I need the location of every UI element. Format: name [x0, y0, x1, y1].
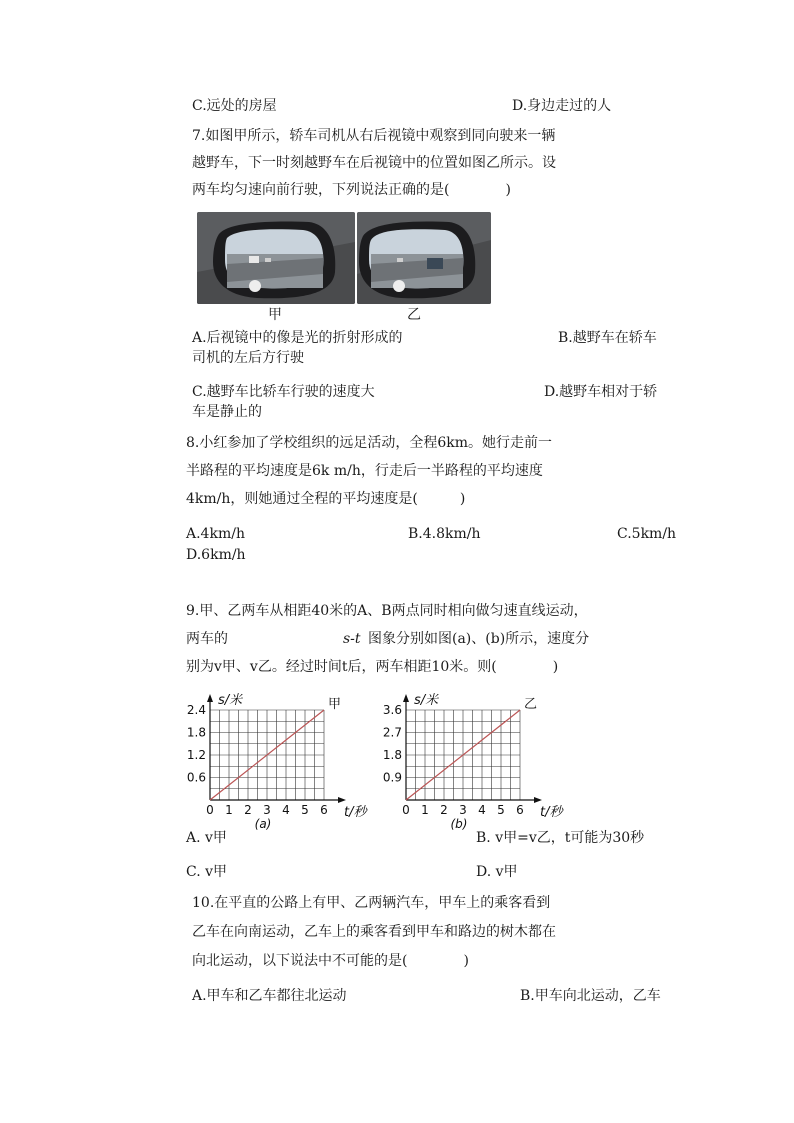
chart-caption: (b) — [450, 817, 468, 830]
q8-option-c: C.5km/h — [617, 526, 677, 542]
y-axis-arrow — [207, 694, 213, 702]
x-tick-label: 2 — [440, 803, 448, 817]
mirror-photo-left — [197, 212, 355, 304]
q9-stem-line-1: 9.甲、乙两车从相距40米的A、B两点同时相向做匀速直线运动， — [186, 603, 588, 619]
q9-stem-line-3: 别为v甲、v乙。经过时间t后，两车相距10米。则( ) — [186, 659, 559, 675]
x-tick-label: 0 — [206, 803, 214, 817]
y-tick-label: 0.9 — [382, 770, 402, 785]
y-tick-label: 1.8 — [186, 725, 206, 740]
y-tick-label: 1.8 — [382, 748, 402, 762]
q7-stem-line-1: 7.如图甲所示，轿车司机从右后视镜中观察到同向驶来一辆 — [192, 128, 556, 144]
q10-stem-line-3: 向北运动，以下说法中不可能的是( ) — [192, 953, 469, 969]
y-tick-label: 2.7 — [382, 725, 402, 740]
series-label: 乙 — [524, 697, 538, 712]
q6-option-d: D.身边走过的人 — [512, 98, 612, 114]
x-tick-label: 1 — [421, 803, 429, 817]
q9-option-a: A. v甲 — [186, 830, 227, 846]
q7-option-b-cont: 司机的左后方行驶 — [192, 350, 304, 366]
q9-option-c: C. v甲 — [186, 864, 228, 880]
x-tick-label: 2 — [244, 803, 252, 817]
x-tick-label: 0 — [402, 803, 410, 817]
x-tick-label: 4 — [282, 803, 290, 817]
q10-stem-line-1: 10.在平直的公路上有甲、乙两辆汽车，甲车上的乘客看到 — [192, 895, 551, 911]
q7-option-a: A.后视镜中的像是光的折射形成的 — [192, 330, 403, 346]
x-tick-label: 6 — [516, 803, 524, 817]
q9-stem-line-2c: 图象分别如图(a)、(b)所示，速度分 — [368, 631, 590, 647]
q6-option-c: C.远处的房屋 — [192, 98, 277, 114]
q8-stem-line-3: 4km/h，则她通过全程的平均速度是( ) — [186, 491, 466, 507]
q9-stem-line-2a: 两车的 — [186, 631, 228, 647]
q7-option-c: C.越野车比轿车行驶的速度大 — [192, 384, 375, 400]
y-axis-label: s/米 — [414, 693, 439, 708]
figure-caption-jia: 甲 — [268, 307, 282, 323]
q10-stem-line-2: 乙车在向南运动，乙车上的乘客看到甲车和路边的树木都在 — [192, 924, 556, 940]
q7-stem-line-3: 两车均匀速向前行驶，下列说法正确的是( ) — [192, 182, 511, 198]
y-tick-label: 1.2 — [186, 748, 206, 762]
y-axis-label: s/米 — [218, 693, 243, 708]
x-tick-label: 6 — [320, 803, 328, 817]
x-tick-label: 3 — [459, 803, 467, 817]
q8-option-a: A.4km/h — [186, 526, 245, 542]
x-axis-label: t/秒 — [540, 805, 563, 820]
x-tick-label: 3 — [263, 803, 271, 817]
q10-option-a: A.甲车和乙车都往北运动 — [192, 988, 347, 1004]
x-tick-label: 5 — [497, 803, 505, 817]
x-axis-label: t/秒 — [344, 805, 367, 820]
q9-stem-line-2b: s-t — [343, 631, 361, 647]
q9-option-d: D. v甲 — [476, 864, 518, 880]
x-tick-label: 4 — [478, 803, 486, 817]
q8-option-b: B.4.8km/h — [408, 526, 481, 542]
q7-option-d: D.越野车相对于轿 — [544, 384, 658, 400]
st-chart-a — [180, 684, 380, 830]
q8-stem-line-1: 8.小红参加了学校组织的远足活动，全程6km。她行走前一 — [186, 435, 553, 451]
series-label: 甲 — [328, 697, 342, 712]
x-tick-label: 5 — [301, 803, 309, 817]
q8-stem-line-2: 半路程的平均速度是6k m/h，行走后一半路程的平均速度 — [186, 463, 543, 479]
q10-option-b: B.甲车向北运动，乙车 — [520, 988, 661, 1004]
x-tick-label: 1 — [225, 803, 233, 817]
y-tick-label: 0.6 — [186, 770, 206, 785]
q8-option-d: D.6km/h — [186, 547, 246, 563]
q9-option-b: B. v甲=v乙，t可能为30秒 — [476, 830, 645, 846]
q7-option-d-cont: 车是静止的 — [192, 404, 262, 420]
st-chart-b — [376, 684, 576, 830]
chart-caption: (a) — [254, 817, 272, 830]
q7-stem-line-2: 越野车，下一时刻越野车在后视镜中的位置如图乙所示。设 — [192, 155, 556, 171]
mirror-photo-right — [357, 212, 491, 304]
x-axis-arrow — [534, 797, 542, 803]
q7-option-b: B.越野车在轿车 — [558, 330, 657, 346]
y-tick-label: 2.4 — [186, 703, 206, 717]
y-axis-arrow — [403, 694, 409, 702]
y-tick-label: 3.6 — [382, 703, 402, 717]
figure-caption-yi: 乙 — [407, 307, 421, 323]
x-axis-arrow — [338, 797, 346, 803]
